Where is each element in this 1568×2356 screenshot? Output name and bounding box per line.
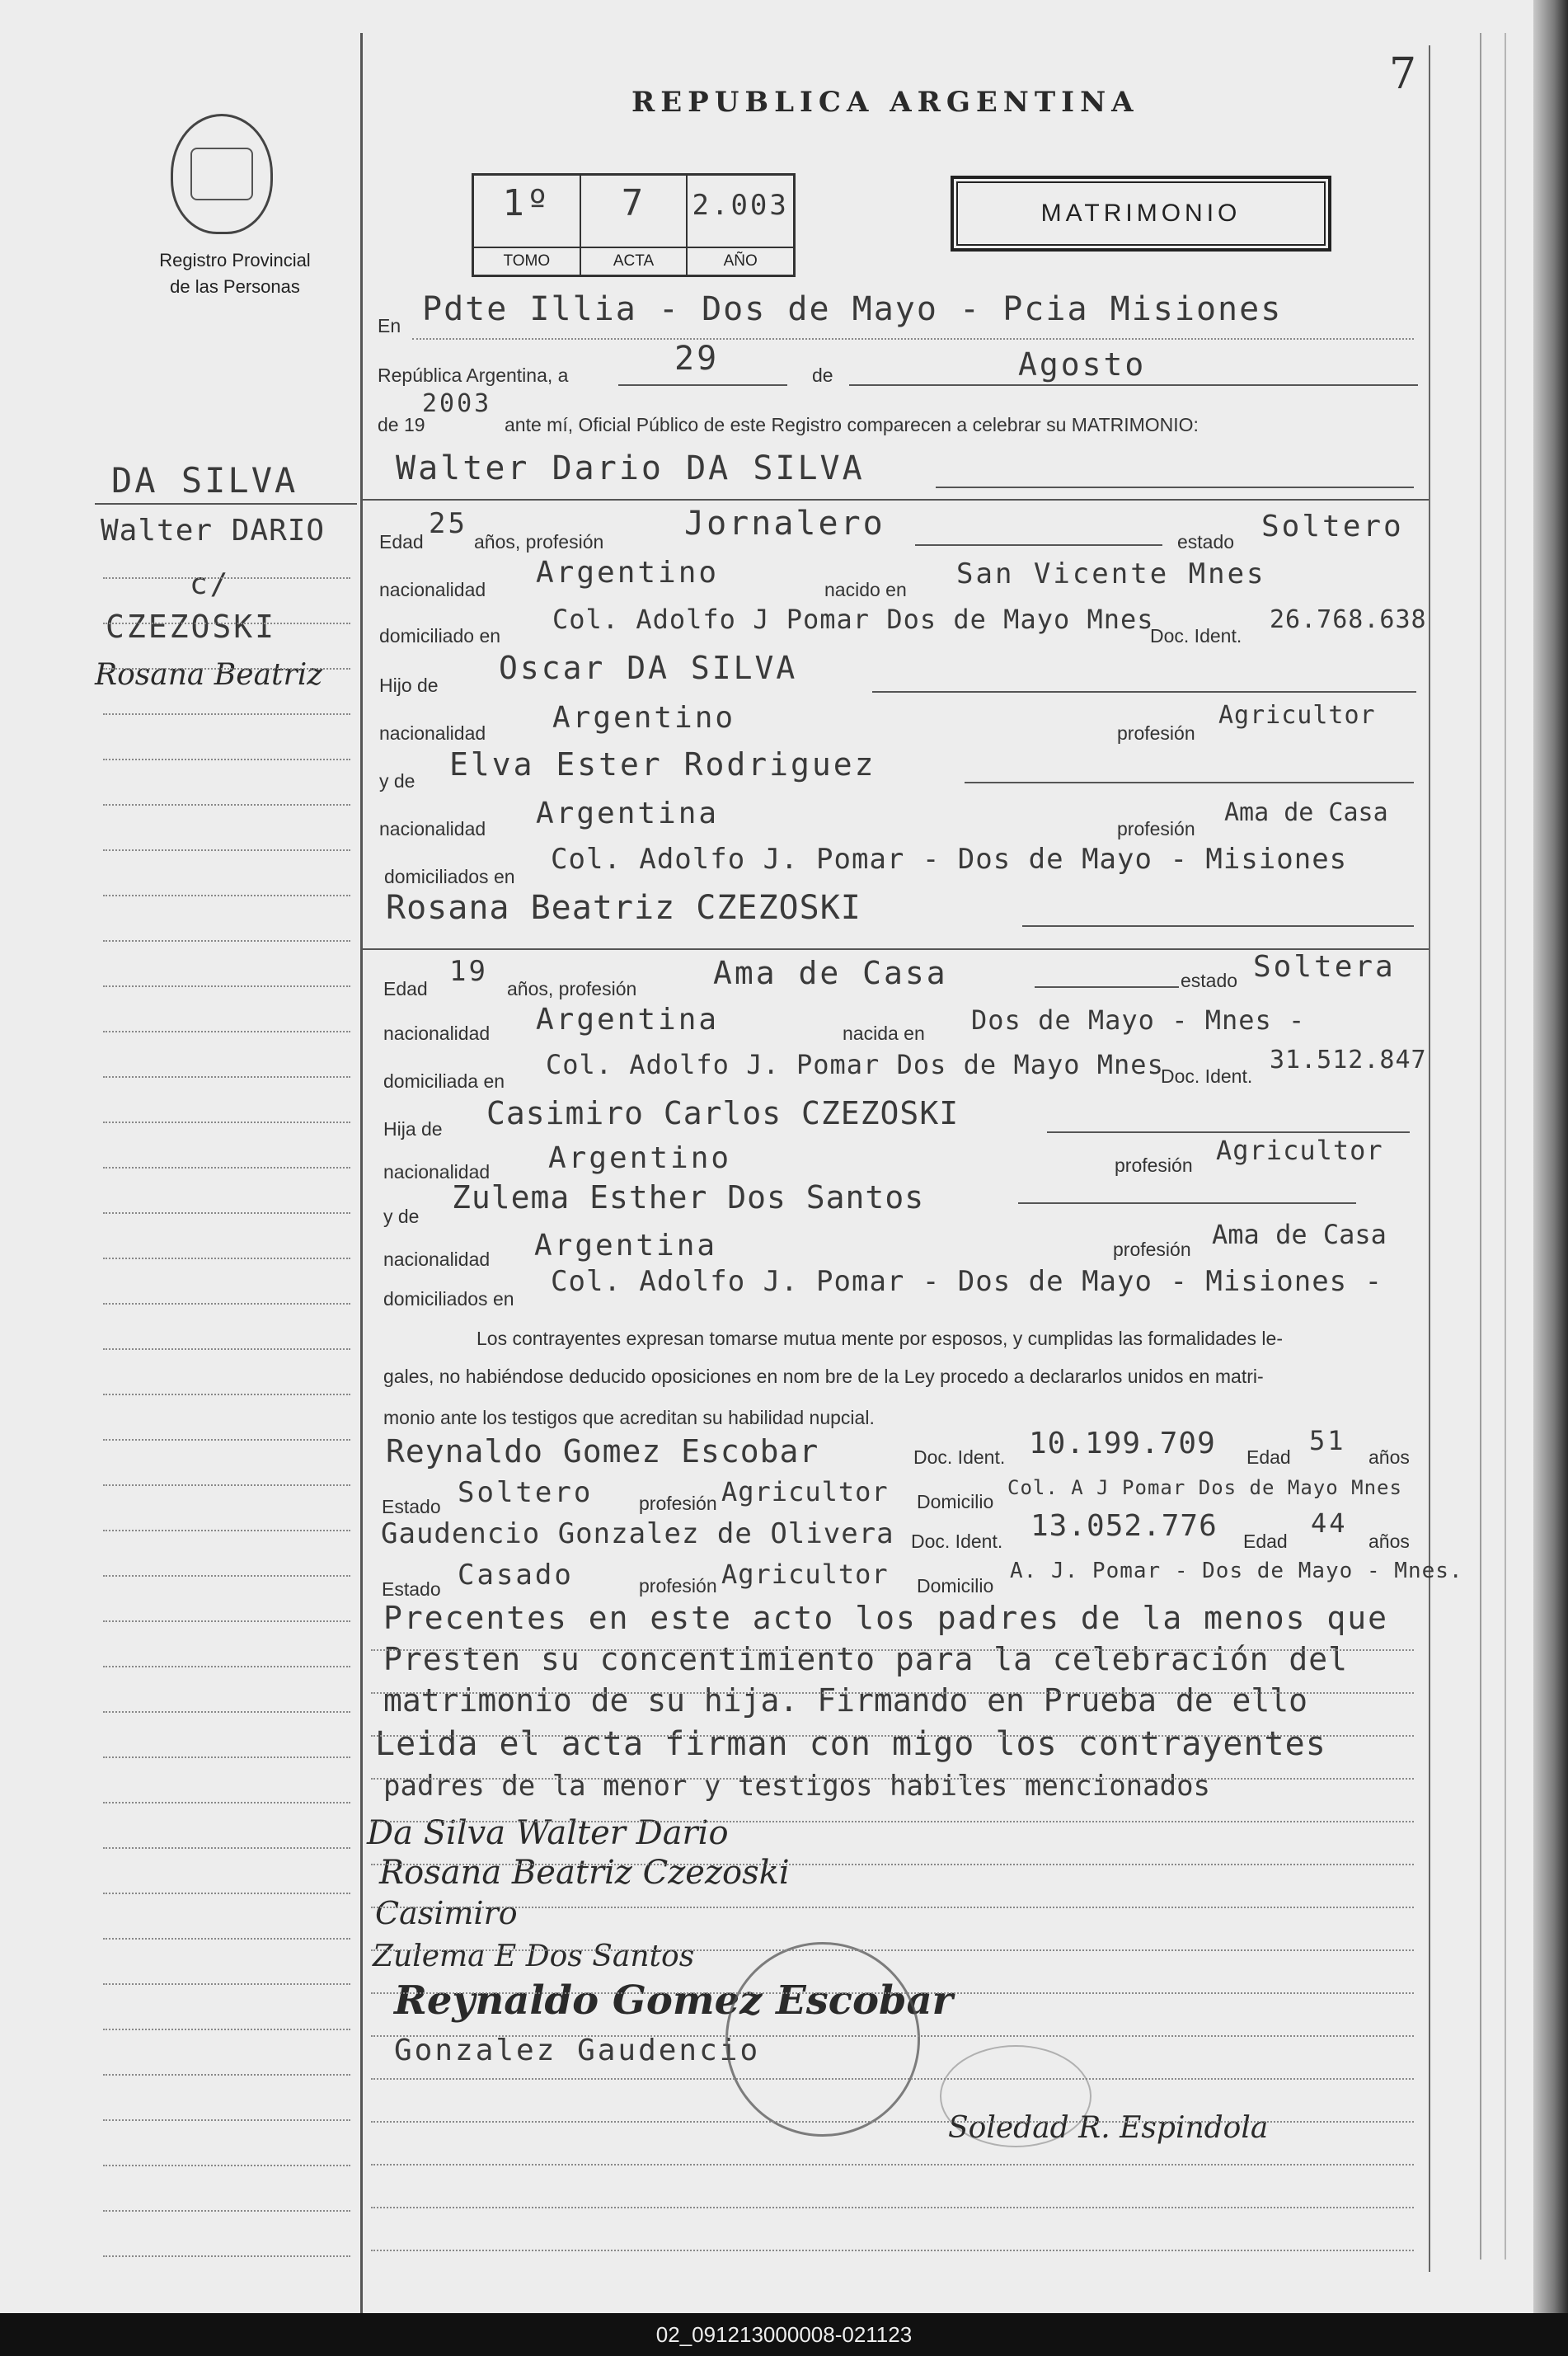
- year-value: 2003: [422, 389, 492, 418]
- notes-line1: Precentes en este acto los padres de la menos que: [383, 1600, 1389, 1636]
- bride-estado-label: estado: [1181, 970, 1238, 991]
- margin-ruled-line: [103, 2255, 350, 2257]
- bride-father-nac: Argentino: [548, 1141, 732, 1175]
- margin-ruled-line: [103, 1756, 350, 1758]
- record-box: [472, 173, 796, 277]
- groom-doc-label: Doc. Ident.: [1150, 625, 1242, 647]
- month-line: [849, 384, 1418, 386]
- margin-ruled-line: [103, 1938, 350, 1940]
- bride-prof-label: años, profesión: [507, 978, 637, 999]
- notes-line5: padres de la menor y testigos habiles mencionados: [383, 1770, 1211, 1803]
- page-title: REPUBLICA ARGENTINA: [631, 86, 1139, 119]
- margin-rule: [95, 503, 357, 505]
- registry-line2: de las Personas: [170, 276, 300, 297]
- witness1-dom: Col. A J Pomar Dos de Mayo Mnes: [1007, 1476, 1402, 1499]
- declaration-line1: Los contrayentes expresan tomarse mutua mente por esposos, y cumplidas las formalidades le-: [477, 1328, 1283, 1349]
- witness2-edad-label: Edad: [1243, 1531, 1288, 1552]
- margin-ruled-line: [103, 2074, 350, 2076]
- bride-father-prof: Agricultor: [1216, 1135, 1383, 1166]
- groom-edad: 25: [429, 507, 467, 540]
- witness2-dom: A. J. Pomar - Dos de Mayo - Mnes.: [1010, 1559, 1463, 1583]
- registry-name: [115, 247, 354, 300]
- bride-yde-label: y de: [383, 1206, 420, 1227]
- bride-parents-dom-label: domiciliados en: [383, 1288, 514, 1310]
- statement-text: ante mí, Oficial Público de este Registro comparecen a celebrar su MATRIMONIO:: [505, 414, 1199, 435]
- ano-cell: [688, 176, 793, 275]
- margin-ruled-line: [103, 2210, 350, 2212]
- groom-doc: 26.768.638: [1270, 605, 1427, 634]
- witness1-estado: Soltero: [458, 1476, 594, 1509]
- declaration-line3: monio ante los testigos que acreditan su habilidad nupcial.: [383, 1407, 875, 1428]
- witness1-doc: 10.199.709: [1029, 1427, 1216, 1460]
- body-ruled-line: [371, 2078, 1414, 2080]
- day-line: [618, 384, 787, 386]
- groom-nacido: San Vicente Mnes: [956, 557, 1266, 590]
- groom-father-nac: Argentino: [552, 701, 736, 735]
- margin-ruled-line: [103, 623, 350, 624]
- witness1-prof: Agricultor: [721, 1476, 889, 1507]
- body-ruled-line: [371, 1864, 1414, 1865]
- groom-mother-nac-label: nacionalidad: [379, 818, 486, 839]
- en-label: En: [378, 315, 401, 336]
- body-ruled-line: [371, 1692, 1414, 1694]
- groom-father: Oscar DA SILVA: [499, 650, 798, 686]
- place-line: [412, 338, 1414, 340]
- witness2-prof: Agricultor: [721, 1559, 889, 1590]
- groom-dom-label: domiciliado en: [379, 625, 501, 647]
- witness1-dom-label: Domicilio: [917, 1491, 994, 1512]
- bride-estado: Soltera: [1253, 950, 1396, 984]
- margin-ruled-line: [103, 2165, 350, 2166]
- body-ruled-line: [371, 1992, 1414, 1994]
- groom-father-prof-label: profesión: [1117, 722, 1195, 744]
- body-ruled-line: [371, 1735, 1414, 1737]
- acta-value: 7: [621, 182, 646, 224]
- margin-ruled-line: [103, 1076, 350, 1078]
- bride-domicilio: Col. Adolfo J. Pomar Dos de Mayo Mnes: [546, 1049, 1164, 1080]
- margin-ruled-line: [103, 1303, 350, 1305]
- groom-hijo-label: Hijo de: [379, 675, 439, 696]
- witness2-name: Gaudencio Gonzalez de Olivera: [381, 1517, 894, 1550]
- margin-ruled-line: [103, 1802, 350, 1803]
- groom-prof-line: [915, 544, 1162, 546]
- margin-ruled-line: [103, 1711, 350, 1713]
- margin-ruled-line: [103, 759, 350, 760]
- groom-parents-dom-label: domiciliados en: [384, 866, 515, 887]
- bride-edad: 19: [449, 955, 488, 988]
- margin-ruled-line: [103, 1620, 350, 1622]
- groom-father-prof: Agricultor: [1218, 701, 1376, 730]
- body-ruled-line: [371, 1778, 1414, 1780]
- day-value: 29: [674, 340, 720, 378]
- bride-edad-label: Edad: [383, 978, 428, 999]
- witness1-doc-label: Doc. Ident.: [913, 1446, 1006, 1468]
- margin-ruled-line: [103, 2029, 350, 2030]
- signature-bride: Rosana Beatriz Czezoski: [379, 1854, 790, 1892]
- margin-bride-surname: CZEZOSKI: [106, 609, 277, 645]
- groom-nacido-label: nacido en: [824, 579, 907, 600]
- bride-profesion: Ama de Casa: [713, 955, 948, 991]
- witness2-estado-label: Estado: [382, 1578, 441, 1600]
- signature-groom: Da Silva Walter Dario: [367, 1814, 729, 1852]
- groom-estado-label: estado: [1177, 531, 1235, 553]
- body-ruled-line: [371, 2121, 1414, 2123]
- book-edge: [1533, 0, 1568, 2313]
- margin-ruled-line: [103, 1212, 350, 1214]
- margin-conjunction: c/: [190, 567, 231, 601]
- page-number: 7: [1389, 49, 1417, 99]
- margin-ruled-line: [103, 804, 350, 806]
- margin-ruled-line: [103, 1258, 350, 1259]
- margin-divider: [360, 33, 363, 2313]
- notes-line4: Leida el acta firman con migo los contrayentes: [375, 1725, 1326, 1763]
- margin-ruled-line: [103, 985, 350, 987]
- acta-label: ACTA: [581, 247, 687, 275]
- bride-father-nac-label: nacionalidad: [383, 1161, 491, 1183]
- margin-ruled-line: [103, 1847, 350, 1849]
- witness2-anos-label: años: [1368, 1531, 1410, 1552]
- de19-label: de 19: [378, 414, 425, 435]
- notes-line3: matrimonio de su hija. Firmando en Prueba de ello: [383, 1682, 1308, 1719]
- tomo-value: 1º: [502, 182, 552, 224]
- bride-name: Rosana Beatriz CZEZOSKI: [386, 889, 861, 927]
- bride-name-line: [1022, 925, 1414, 927]
- signature-bride-mother: Zulema E Dos Santos: [373, 1940, 695, 1973]
- bride-nacionalidad: Argentina: [536, 1003, 720, 1037]
- bride-prof-line: [1035, 986, 1179, 988]
- witness2-estado: Casado: [458, 1559, 574, 1592]
- official-stamp-icon: [725, 1942, 920, 2137]
- groom-nacionalidad: Argentino: [536, 556, 720, 590]
- groom-mother-line: [965, 782, 1414, 783]
- bride-parents-dom: Col. Adolfo J. Pomar - Dos de Mayo - Misiones -: [551, 1265, 1383, 1298]
- bride-doc-label: Doc. Ident.: [1161, 1065, 1253, 1087]
- margin-ruled-line: [103, 1122, 350, 1123]
- groom-divider: [363, 499, 1429, 501]
- groom-mother-prof-label: profesión: [1117, 818, 1195, 839]
- bride-dom-label: domiciliada en: [383, 1070, 505, 1092]
- image-code: 02_091213000008-021123: [0, 2313, 1568, 2356]
- margin-surname: DA SILVA: [111, 460, 298, 501]
- witness2-doc-label: Doc. Ident.: [911, 1531, 1003, 1552]
- groom-prof-label: años, profesión: [474, 531, 604, 553]
- bride-hija-label: Hija de: [383, 1118, 443, 1140]
- right-rule: [1429, 45, 1430, 2272]
- groom-name: Walter Dario DA SILVA: [396, 449, 865, 487]
- republica-label: República Argentina, a: [378, 364, 569, 386]
- groom-father-line: [872, 691, 1416, 693]
- groom-mother-nac: Argentina: [536, 797, 720, 830]
- groom-mother-prof: Ama de Casa: [1224, 798, 1388, 827]
- groom-estado: Soltero: [1261, 510, 1404, 543]
- signature-officer: Soledad R. Espindola: [948, 2111, 1269, 2145]
- margin-groom-name: Walter DARIO: [101, 514, 326, 548]
- margin-ruled-line: [103, 1530, 350, 1531]
- month-value: Agosto: [1018, 346, 1147, 383]
- margin-ruled-line: [103, 940, 350, 942]
- witness2-prof-label: profesión: [639, 1575, 717, 1597]
- witness2-doc: 13.052.776: [1030, 1509, 1218, 1543]
- groom-name-line: [936, 487, 1414, 488]
- bride-mother-prof: Ama de Casa: [1212, 1219, 1387, 1250]
- act-type-box: MATRIMONIO: [951, 176, 1331, 252]
- margin-ruled-line: [103, 1484, 350, 1486]
- witness1-edad-label: Edad: [1246, 1446, 1291, 1468]
- margin-ruled-line: [103, 1575, 350, 1577]
- tomo-label: TOMO: [474, 247, 580, 275]
- groom-father-nac-label: nacionalidad: [379, 722, 486, 744]
- signature-witness1: Reynaldo Gomez Escobar: [394, 1977, 953, 2024]
- groom-domicilio: Col. Adolfo J Pomar Dos de Mayo Mnes: [552, 604, 1154, 635]
- signature-bride-father: Casimiro: [375, 1895, 518, 1931]
- witness1-prof-label: profesión: [639, 1493, 717, 1514]
- margin-ruled-line: [103, 1348, 350, 1350]
- margin-ruled-line: [103, 1666, 350, 1667]
- body-ruled-line: [371, 1907, 1414, 1908]
- provincial-seal-icon: [171, 114, 273, 234]
- margin-ruled-line: [103, 1394, 350, 1395]
- bride-father-prof-label: profesión: [1115, 1154, 1193, 1176]
- bride-father: Casimiro Carlos CZEZOSKI: [486, 1095, 960, 1131]
- bride-mother-nac: Argentina: [534, 1229, 718, 1263]
- groom-yde-label: y de: [379, 770, 415, 792]
- witness2-dom-label: Domicilio: [917, 1575, 994, 1597]
- signature-witness2: Gonzalez Gaudencio: [394, 2034, 761, 2067]
- tomo-cell: [474, 176, 581, 275]
- bride-nacida: Dos de Mayo - Mnes -: [971, 1004, 1306, 1036]
- groom-edad-label: Edad: [379, 531, 424, 553]
- de-label: de: [812, 364, 833, 386]
- declaration-line2: gales, no habiéndose deducido oposiciones en nom bre de la Ley procedo a declararlos unidos en matri-: [383, 1366, 1264, 1387]
- witness1-estado-label: Estado: [382, 1496, 441, 1517]
- margin-ruled-line: [103, 713, 350, 715]
- margin-ruled-line: [103, 577, 350, 579]
- margin-ruled-line: [103, 1893, 350, 1894]
- margin-ruled-line: [103, 1031, 350, 1032]
- groom-mother: Elva Ester Rodriguez: [449, 746, 876, 783]
- registry-line1: Registro Provincial: [159, 250, 311, 270]
- witness1-name: Reynaldo Gomez Escobar: [386, 1433, 819, 1470]
- bride-mother-nac-label: nacionalidad: [383, 1249, 491, 1270]
- bride-doc: 31.512.847: [1270, 1046, 1427, 1075]
- bride-mother-line: [1018, 1202, 1356, 1204]
- body-ruled-line: [371, 2164, 1414, 2166]
- bride-mother: Zulema Esther Dos Santos: [452, 1179, 925, 1216]
- notes-line2: Presten su concentimiento para la celebración del: [383, 1641, 1349, 1677]
- ano-label: AÑO: [688, 247, 793, 275]
- groom-profesion: Jornalero: [684, 505, 885, 543]
- ano-value: 2.003: [692, 189, 789, 222]
- body-ruled-line: [371, 1649, 1414, 1651]
- margin-ruled-line: [103, 1439, 350, 1441]
- margin-ruled-line: [103, 2119, 350, 2121]
- bride-mother-prof-label: profesión: [1113, 1239, 1191, 1260]
- margin-ruled-line: [103, 668, 350, 670]
- groom-nac-label: nacionalidad: [379, 579, 486, 600]
- margin-ruled-line: [103, 895, 350, 896]
- page-edge-lines: [1480, 33, 1506, 2260]
- place-value: Pdte Illia - Dos de Mayo - Pcia Misiones: [422, 290, 1283, 328]
- body-ruled-line: [371, 2207, 1414, 2208]
- acta-cell: [581, 176, 688, 275]
- groom-parents-dom: Col. Adolfo J. Pomar - Dos de Mayo - Misiones: [551, 843, 1348, 876]
- bride-nac-label: nacionalidad: [383, 1023, 491, 1044]
- margin-bride-name: Rosana Beatriz: [95, 658, 323, 692]
- witness2-edad: 44: [1311, 1507, 1348, 1539]
- body-ruled-line: [371, 1821, 1414, 1822]
- margin-ruled-line: [103, 1167, 350, 1169]
- body-ruled-line: [371, 1949, 1414, 1951]
- margin-ruled-line: [103, 849, 350, 851]
- witness1-anos-label: años: [1368, 1446, 1410, 1468]
- body-ruled-line: [371, 2250, 1414, 2251]
- witness1-edad: 51: [1309, 1425, 1346, 1456]
- bride-father-line: [1047, 1131, 1410, 1133]
- margin-ruled-line: [103, 1983, 350, 1985]
- body-ruled-line: [371, 2035, 1414, 2037]
- bride-nacida-label: nacida en: [843, 1023, 925, 1044]
